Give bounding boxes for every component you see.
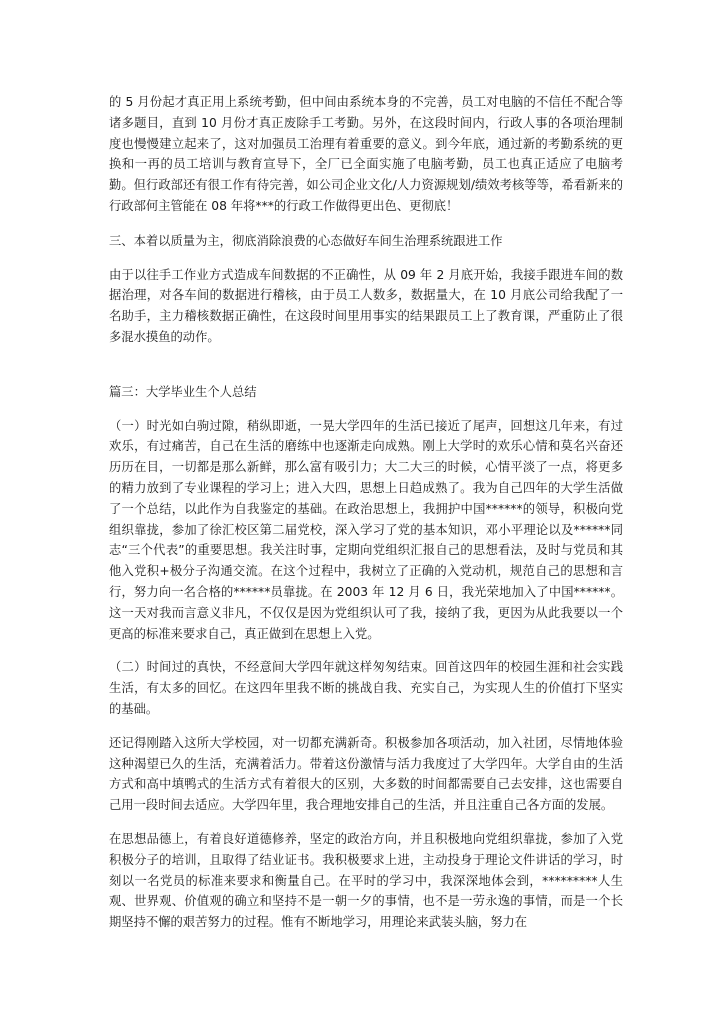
document-page	[109, 92, 623, 933]
paragraph-campus-life: 还记得刚踏入这所大学校园，对一切都充满新奇。积极参加各项活动，加入社团，尽情地体验这种渴望已久的生活，充满着活力。带着这份激情与活力我度过了大学四年。大学自由的生活方式和高中填鸭式的生活方式有着很大的区别，大多数的时间都需要自己去安排，这也需要自己用一段时间去适应。大学四年里，我合理地安排自己的生活，并且注重自己各方面的发展。	[109, 735, 623, 813]
paragraph-attendance: 的 5 月份起才真正用上系统考勤，但中间由系统本身的不完善，员工对电脑的不信任不配合等诸多题目，直到 10 月份才真正废除手工考勤。另外，在这段时间内，行政人事的各项治理制度也慢慢建立起来了，这对加强员工治理有着重要的意义。到今年底，通过新的考勤系统的更换和一再的员工培训与教育宣导下，全厂已全面实施了电脑考勤，员工也真正适应了电脑考勤。但行政部还有很工作有待完善，如公司企业文化/人力资源规划/绩效考核等等，希看新来的行政部何主管能在 08 年将***的行政工作做得更出色、更彻底！	[109, 95, 623, 213]
paragraph-part-one: （一）时光如白驹过隙，稍纵即逝，一晃大学四年的生活已接近了尾声，回想这几年来，有过欢乐，有过痛苦，自己在生活的磨练中也逐渐走向成熟。刚上大学时的欢乐心情和莫名兴奋还历历在目，一切都是那么新鲜，那么富有吸引力；大二大三的时候，心情平淡了一点，将更多的精力放到了专业课程的学习上；进入大四，思想上日趋成熟了。我为自己四年的大学生活做了一个总结，以此作为自我鉴定的基础。在政治思想上，我拥护中国******的领导，积极向党组织靠拢，参加了徐汇校区第二届党校，深入学习了党的基本知识，邓小平理论以及******同志“三个代表”的重要思想。我关注时事，定期向党组织汇报自己的思想看法，及时与党员和其他入党积+极分子沟通交流。在这个过程中，我树立了正确的入党动机，规范自己的思想和言行，努力向一名合格的******员靠拢。在 2003 年 12 月 6 日，我光荣地加入了中国******。这一天对我而言意义非凡，不仅仅是因为党组织认可了我，接纳了我，更因为从此我要以一个更高的标准来要求自己，真正做到在思想上入党。	[109, 418, 623, 641]
paragraph-part-two: （二）时间过的真快，不经意间大学四年就这样匆匆结束。回首这四年的校园生涯和社会实践生活，有太多的回忆。在这四年里我不断的挑战自我、充实自己，为实现人生的价值打下坚实的基础。	[109, 660, 623, 716]
paragraph-workshop-data: 由于以往手工作业方式造成车间数据的不正确性，从 09 年 2 月底开始，我接手跟进车间的数据治理，对各车间的数据进行稽核，由于员工人数多，数据量大，在 10 月底公司给我配了一名助手，主力稽核数据正确性，在这段时间里用事实的结果跟员工上了教育课，严重防止了很多混水摸鱼的动作。	[109, 267, 623, 344]
section-heading-workshop: 三、本着以质量为主，彻底消除浪费的心态做好车间生治理系统跟进工作	[109, 233, 503, 248]
article-heading-graduate-summary: 篇三：大学毕业生个人总结	[109, 384, 257, 399]
paragraph-ideology: 在思想品德上，有着良好道德修养，坚定的政治方向，并且积极地向党组织靠拢，参加了入党积极分子的培训，且取得了结业证书。我积极要求上进，主动投身于理论文件讲话的学习，时刻以一名党员的标准来要求和衡量自己。在平时的学习中，我深深地体会到，*********人生观、世界观、价值观的确立和坚持不是一朝一夕的事情，也不是一劳永逸的事情，而是一个长期坚持不懈的艰苦努力的过程。惟有不断地学习，用理论来武装头脑，努力在	[109, 831, 623, 930]
